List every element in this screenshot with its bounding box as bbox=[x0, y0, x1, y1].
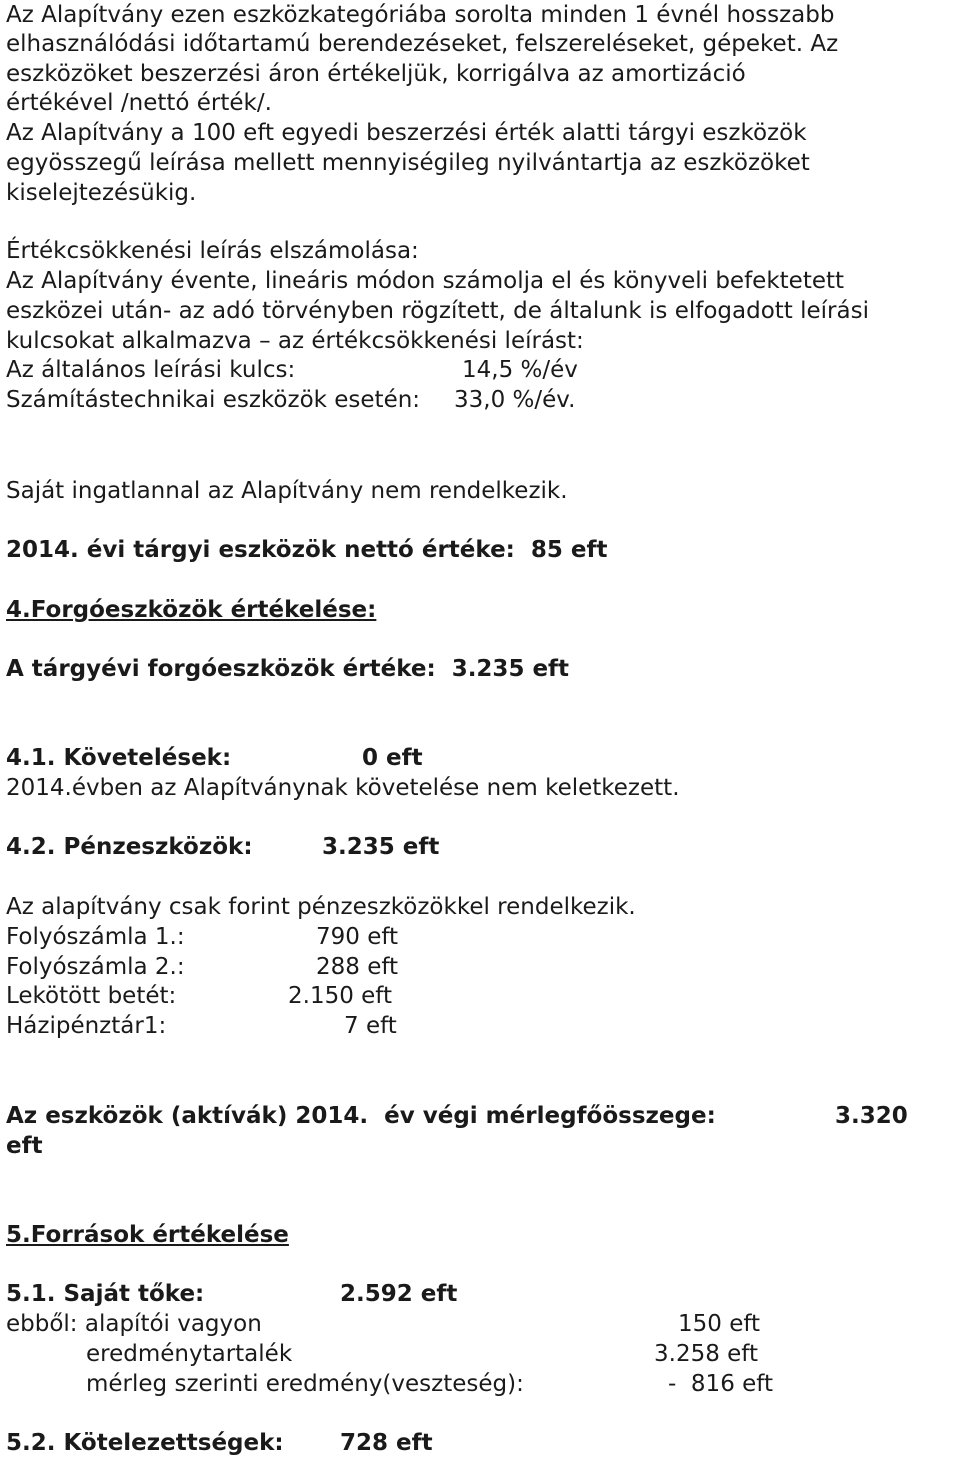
cash-item-label: Lekötött betét: bbox=[6, 983, 177, 1009]
paragraph-line: eszközei után- az adó törvényben rögzített, de általunk is elfogadott leírási bbox=[6, 298, 869, 324]
paragraph-line: kulcsokat alkalmazva – az értékcsökkenési leírást: bbox=[6, 328, 584, 354]
rate-it-value: 33,0 %/év. bbox=[454, 387, 576, 413]
equity-item-label: eredménytartalék bbox=[86, 1341, 293, 1367]
cash-label: 4.2. Pénzeszközök: bbox=[6, 834, 253, 860]
cash-item-value: 7 eft bbox=[344, 1013, 397, 1039]
paragraph-line: elhasználódási időtartamú berendezéseket, felszereléseket, gépeket. Az bbox=[6, 31, 839, 57]
rate-it-label: Számítástechnikai eszközök esetén: bbox=[6, 387, 421, 413]
paragraph-line: Az Alapítvány a 100 eft egyedi beszerzési érték alatti tárgyi eszközök bbox=[6, 120, 807, 146]
total-assets-unit: eft bbox=[6, 1133, 43, 1159]
cash-item-label: Folyószámla 1.: bbox=[6, 924, 185, 950]
paragraph-line: egyösszegű leírása mellett mennyiségileg nyilvántartja az eszközöket bbox=[6, 150, 810, 176]
cash-item-value: 2.150 eft bbox=[288, 983, 393, 1009]
paragraph-line: értékével /nettó érték/. bbox=[6, 90, 272, 116]
equity-item-value: 150 eft bbox=[678, 1311, 761, 1337]
equity-item-label: ebből: alapítói vagyon bbox=[6, 1311, 262, 1337]
receivables-value: 0 eft bbox=[362, 745, 423, 771]
cash-value: 3.235 eft bbox=[322, 834, 440, 860]
total-assets-label: Az eszközök (aktívák) 2014. év végi mérlegfőösszege: bbox=[6, 1103, 716, 1129]
cash-item-label: Házipénztár1: bbox=[6, 1013, 167, 1039]
equity-value: 2.592 eft bbox=[340, 1281, 458, 1307]
rate-general-value: 14,5 %/év bbox=[462, 357, 578, 383]
fixed-assets-net: 2014. évi tárgyi eszközök nettó értéke: 85 eft bbox=[6, 537, 608, 563]
cash-item-value: 790 eft bbox=[316, 924, 399, 950]
real-estate-note: Saját ingatlannal az Alapítvány nem rendelkezik. bbox=[6, 478, 568, 504]
equity-item-value: 3.258 eft bbox=[654, 1341, 759, 1367]
section-4-title: 4.Forgóeszközök értékelése: bbox=[6, 597, 377, 623]
equity-item-value: - 816 eft bbox=[668, 1371, 773, 1397]
cash-note: Az alapítvány csak forint pénzeszközökkel rendelkezik. bbox=[6, 894, 636, 920]
equity-label: 5.1. Saját tőke: bbox=[6, 1281, 205, 1307]
depreciation-heading: Értékcsökkenési leírás elszámolása: bbox=[6, 238, 419, 264]
paragraph-line: kiselejtezésükig. bbox=[6, 180, 197, 206]
current-assets-total: A tárgyévi forgóeszközök értéke: 3.235 eft bbox=[6, 656, 570, 682]
equity-item-label: mérleg szerinti eredmény(veszteség): bbox=[86, 1371, 524, 1397]
receivables-label: 4.1. Követelések: bbox=[6, 745, 232, 771]
section-5-title: 5.Források értékelése bbox=[6, 1222, 289, 1248]
cash-item-value: 288 eft bbox=[316, 954, 399, 980]
paragraph-line: Az Alapítvány ezen eszközkategóriába sorolta minden 1 évnél hosszabb bbox=[6, 2, 835, 28]
liabilities-value: 728 eft bbox=[340, 1430, 433, 1456]
cash-item-label: Folyószámla 2.: bbox=[6, 954, 185, 980]
receivables-note: 2014.évben az Alapítványnak követelése nem keletkezett. bbox=[6, 775, 680, 801]
paragraph-line: eszközöket beszerzési áron értékeljük, korrigálva az amortizáció bbox=[6, 61, 746, 87]
paragraph-line: Az Alapítvány évente, lineáris módon számolja el és könyveli befektetett bbox=[6, 268, 845, 294]
rate-general-label: Az általános leírási kulcs: bbox=[6, 357, 296, 383]
total-assets-value: 3.320 bbox=[835, 1103, 908, 1129]
liabilities-label: 5.2. Kötelezettségek: bbox=[6, 1430, 284, 1456]
